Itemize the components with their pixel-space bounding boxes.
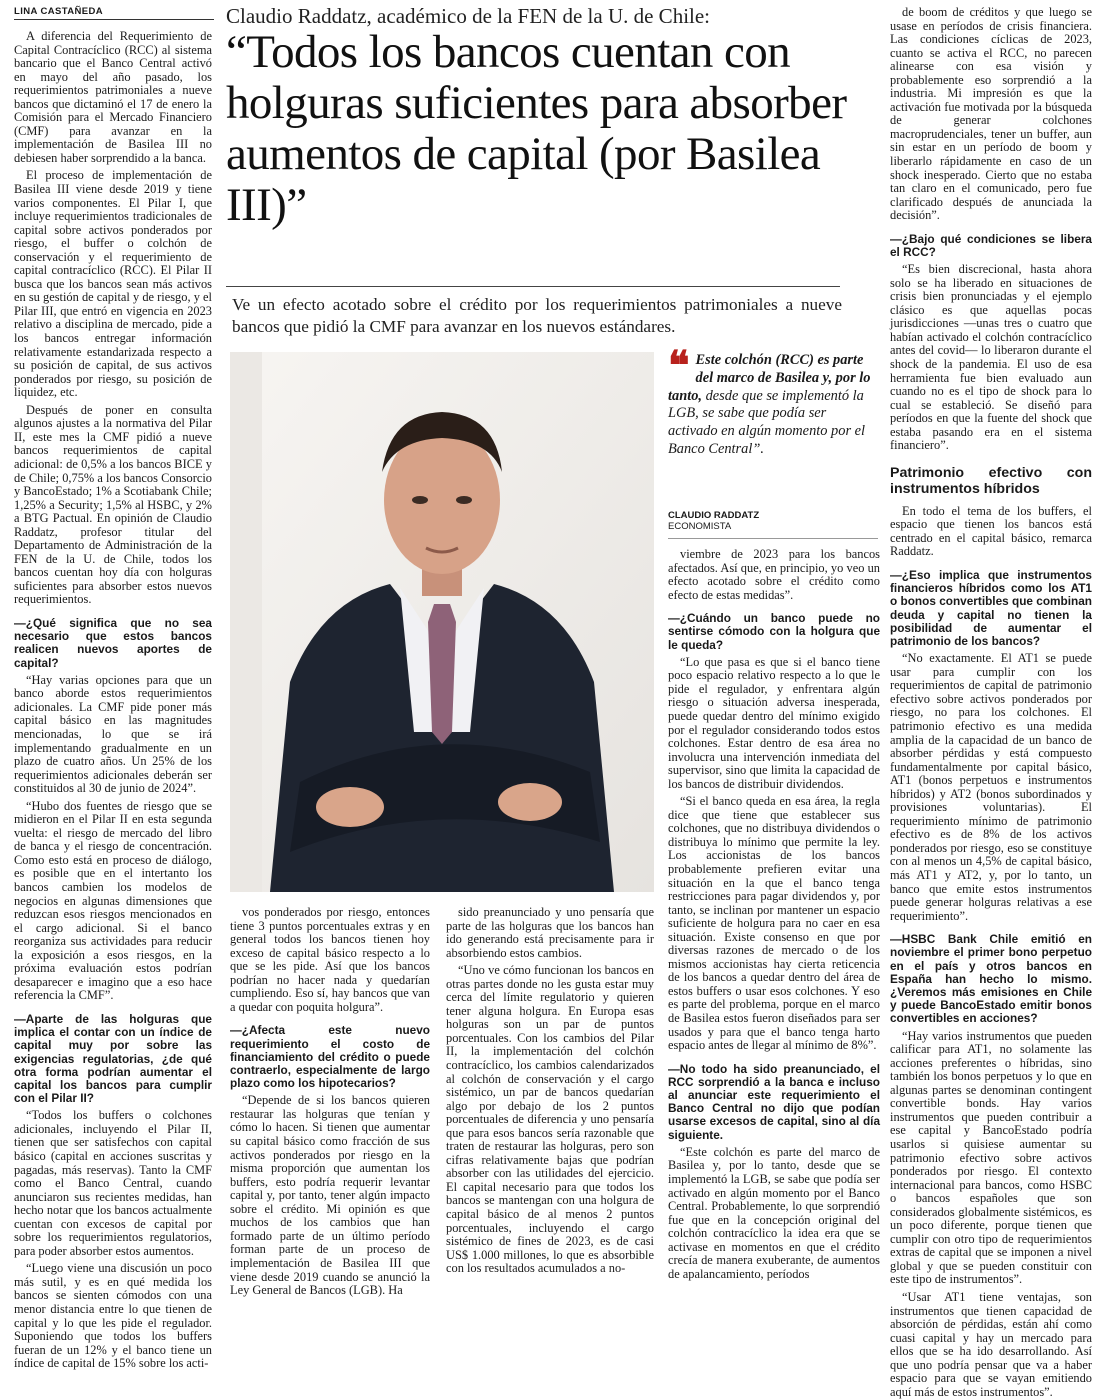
article-column-1 <box>14 29 212 1371</box>
interview-question: —¿Afecta este nuevo requerimiento el costo de financiamiento del crédito o puede contraerlo, especialmente de largo plazo como los hipotecarios? <box>230 1023 430 1091</box>
pull-quote-role: ECONOMISTA <box>668 521 732 532</box>
body-paragraph: “Uno ve cómo funcionan los bancos en otras partes donde no les gusta estar muy cerca del límite regulatorio y quieren tener alguna holgura. En Europa esas holguras son un par de puntos porcentuales. Con los cambios del Pilar II, la implementación del colchón contracíclico, los cambios calendarizados al colchón de conservación y el cargo sistémico, un par de bancos quedarían algo por debajo de los 2 puntos porcentuales de diferencia y uno pensaría que para esos bancos sería razonable que traten de restaurar las holguras, pero son cifras relativamente bajas que podrían absorber con las utilidades del ejercicio. El capital necesario para que todos los bancos se mantengan con una holgura de capital básico de al menos 2 puntos porcentuales, incluyendo el cargo sistémico de fines de 2023, es de casi US$ 1.000 millones, lo que es absorbible con los resultados acumulados a no- <box>446 963 654 1276</box>
pull-quote-text: desde que se implementó la LGB, se sabe que podía ser activado en algún momento por el Banco Central”. <box>668 387 866 457</box>
interview-question: —¿Cuándo un banco puede no sentirse cómodo con la holgura que le queda? <box>668 611 880 652</box>
subhead: Ve un efecto acotado sobre el crédito por los requerimientos patrimoniales a nueve bancos que pidió la CMF para avanzar en los nuevos estándares. <box>232 295 842 336</box>
body-paragraph: El proceso de implementación de Basilea III viene desde 2019 y tiene varios componentes. El Pilar I, que incluye requerimientos tradicionales de capital sobre activos ponderados por riesgo, el buffer o colchón de conservación y el requerimiento de capital contracíclico (RCC). El Pilar II busca que los bancos sean más activos en su gestión de capital y de riesgo, y el Pilar III, que entró en vigencia en 2023 relativo a disciplina de mercado, pide a los bancos entregar información relativamente estandarizada respecto a su posición de capital, de sus activos ponderados por riesgo, su posición de liquidez, etc. <box>14 168 212 400</box>
body-paragraph: “Hay varias opciones para que un banco aborde estos requerimientos adicionales. La CMF pide poner más capital básico en las magnitudes mencionadas, lo que se irá implementando gradualmente en un plazo de cuatro años. Un 25% de los requerimientos adicionales deberán ser constituidos al 30 de junio de 2024”. <box>14 672 212 796</box>
body-paragraph: “Hay varios instrumentos que pueden calificar para AT1, no solamente las acciones preferentes o híbridas, sino también los bonos perpetuos y lo que en algunas partes se denominan contingent convertible bonds. Hay varios instrumentos que pueden contribuir a ese capital y BancoEstado podría usarlos si quisiese aumentar su patrimonio efectivo sobre activos ponderados por riesgo. El contexto internacional para bancos, como HSBC o bancos españoles que son considerados globalmente sistémicos, es un poco diferente, porque tienen que cumplir con otro tipo de requerimientos extras de capital que se imponen a nivel global y que se pueden constituir con este tipo de instrumentos”. <box>890 1028 1092 1287</box>
body-paragraph: “Es bien discrecional, hasta ahora solo se ha liberado en situaciones de crisis bien pronunciadas y el ejemplo clásico es que aquellas pocas jurisdicciones —unas tres o cuatro que habían activado el colchón contracíclico antes del covid— lo liberaron durante el shock de la pandemia. El uso de esa herramienta fue bien evaluado aun cuando no es el tipo de shock para lo cual se estableció. Se diseñó para períodos en que la fuente del shock que estaba pasando era en el sistema financiero”. <box>890 262 1092 453</box>
body-paragraph: “Este colchón es parte del marco de Basilea y, por lo tanto, desde que se implementó la LGB, se sabe que podía ser activado en algún momento por el Banco Central. Probablemente, lo que sorprendió fue que en la concepción original del colchón contracíclico la idea era que se activase en momentos en que el crédito crecía de manera exuberante, de aumentos de apalancamiento, períodos <box>668 1144 880 1281</box>
kicker: Claudio Raddatz, académico de la FEN de la U. de Chile: <box>226 4 711 28</box>
body-paragraph: viembre de 2023 para los bancos afectados. Así que, en principio, yo veo un efecto acotado sobre el crédito como efecto de estas medidas”. <box>668 547 880 602</box>
article-column-5 <box>890 5 1092 1399</box>
body-paragraph: En todo el tema de los buffers, el espacio que tienen los bancos está centrado en el capital básico, remarca Raddatz. <box>890 503 1092 559</box>
interview-question: —No todo ha sido preanunciado, el RCC sorprendió a la banca e incluso al anunciar este requerimiento el Banco Central no dijo que podían usarse excesos de capital, sino al día siguiente. <box>668 1061 880 1142</box>
body-paragraph: A diferencia del Requerimiento de Capital Contracíclico (RCC) al sistema bancario que el Banco Central activó en mayo del año pasado, los requerimientos patrimoniales a nueve bancos que dictaminó el 17 de enero la Comisión para el Mercado Financiero (CMF) para avanzar en la implementación de Basilea III no debiesen haber sorprendido a la banca. <box>14 29 212 165</box>
body-paragraph: “No exactamente. El AT1 se puede usar para cumplir con los requerimientos de capital de patrimonio efectivo sobre activos ponderados por riesgo, no para los colchones. El patrimonio efectivo es una medida amplia de la capacidad de un banco de absorber pérdidas y está compuesto fundamentalmente por capital básico, AT1 (bonos perpetuos e instrumentos híbridos) y AT2 (bonos subordinados y provisiones voluntarias). El requerimiento mínimo de patrimonio efectivo es de 8% de los activos ponderados por riesgo, eso se constituye con al menos un 4,5% de capital básico, más AT1 y AT2, y, por lo tanto, un banco que emite estos instrumentos puede generar holguras relativas a ese requerimiento”. <box>890 651 1092 923</box>
interview-question: —¿Qué significa que no sea necesario que estos bancos realicen nuevos aportes de capital? <box>14 615 212 670</box>
body-paragraph: “Si el banco queda en esa área, la regla dice que tiene que establecer sus colchones, que no distribuya dividendos o distribuya lo mínimo que permite la ley. Los accionistas de los bancos probablemente prefieren evitar una situación en la que el banco tenga restricciones para pagar dividendos y, por tanto, se inclinan por mantener un espacio suficiente de holgura para no caer en esa situación. Existe consenso en que por diversas razones de mercado o de los mismos accionistas hay cierta reticencia de los bancos a quedar dentro del área de estos buffers o usar esos colchones. Y eso es parte del problema, porque en el marco de Basilea estos fueron diseñados para ser usados y para que el banco tenga harto espacio antes de llegar al mínimo de 8%”. <box>668 794 880 1053</box>
body-paragraph: “Todos los buffers o colchones adicionales, incluyendo el Pilar II, tienen que ser satisfechos con capital básico (capital en acciones suscritas y pagadas, más reservas). Tanto la CMF como el Banco Central, cuando anunciaron sus recientes medidas, han hecho notar que los bancos actualmente cuentan con excesos de capital por sobre los requerimientos regulatorios, para poder absorber estos aumentos. <box>14 1108 212 1258</box>
portrait-photo <box>230 352 654 892</box>
article-column-2 <box>230 905 430 1298</box>
pull-quote-rule <box>668 538 878 539</box>
pull-quote <box>668 342 878 459</box>
pull-quote-attribution <box>668 510 868 532</box>
article-column-3 <box>446 905 654 1276</box>
interview-question: —¿Eso implica que instrumentos financieros híbridos como los AT1 o bonos convertibles que combinan deuda y capital no tienen la posibilidad de aumentar el patrimonio de los bancos? <box>890 568 1092 649</box>
body-paragraph: “Usar AT1 tiene ventajas, son instrumentos que tienen capacidad de absorción de pérdidas, están ahí como cuasi capital y hay un mercado para ellos que se ha ido desarrollando. Así que uno podría pensar que va a haber espacio para que se vayan emitiendo aquí más de estos instrumentos”. <box>890 1289 1092 1399</box>
pull-quote-bold: Este colchón (RCC) es parte del marco de Basilea y, por lo tanto, <box>668 352 871 404</box>
headline-rule <box>226 286 840 287</box>
interview-question: —HSBC Bank Chile emitió en noviembre el primer bono perpetuo en el país y otros bancos en España han hecho lo mismo. ¿Veremos más emisiones en Chile y puede BancoEstado emitir bonos convertibles en acciones? <box>890 932 1092 1026</box>
article-column-4 <box>668 547 880 1281</box>
body-paragraph: “Depende de si los bancos quieren restaurar las holguras que tenían y cómo lo hacen. Si tienen que aumentar su capital básico como fracción de sus activos ponderados por riesgo en la misma proporción que aumentan los buffers, esto podría requerir levantar capital y, por tanto, tener algún impacto sobre el crédito. Mi opinión es que muchos de los cambios que han formado parte de un último período forman parte de un proceso de implementación de Basilea III que viene desde 2019 cuando se anunció la Ley General de Bancos (LGB). Ha <box>230 1093 430 1298</box>
portrait-illustration <box>230 352 654 892</box>
body-paragraph: “Lo que pasa es que si el banco tiene poco espacio relativo respecto a lo que le pide el regulador, y enfrentara algún riesgo o situación adversa inesperada, puede quedar dentro del mínimo exigido por el regulador considerando todos estos colchones. Estar dentro de esa área no involucra una intervención inmediata del supervisor, sino que limita la capacidad de los bancos de distribuir dividendos. <box>668 654 880 791</box>
interview-question: —Aparte de las holguras que implica el contar con un índice de capital muy por sobre las exigencias regulatorias, ¿de qué otra forma podrían aumentar el capital los bancos para cumplir con el Pilar II? <box>14 1011 212 1106</box>
interview-question: —¿Bajo qué condiciones se libera el RCC? <box>890 231 1092 259</box>
body-paragraph: vos ponderados por riesgo, entonces tiene 3 puntos porcentuales extras y en general todos los bancos tienen hoy exceso de capital básico respecto a lo que se les pide. Así que los bancos podrían no hacer nada y quedarían cumpliendo. Eso sí, hay bancos que van a quedar con poquita holgura”. <box>230 905 430 1014</box>
body-paragraph: “Hubo dos fuentes de riesgo que se midieron en el Pilar II en esta segunda vuelta: el riesgo de mercado del libro de banca y el riesgo de concentración. Como esto está en proceso de diálogo, es posible que en el intertanto los bancos cambien los modelos de negocios en algunas dimensiones que reduzcan esos riesgos mencionados en el cargo adicional. Si el banco reorganiza sus actividades para reducir la exposición a esos riesgos, en la próxima evaluación estos podrían desaparecer e imagino que a eso hace referencia la CMF”. <box>14 798 212 1003</box>
body-paragraph: sido preanunciado y uno pensaría que parte de las holguras que los bancos han ido generando está precisamente para ir absorbiendo estos cambios. <box>446 905 654 960</box>
quote-mark-icon: ❝ <box>668 342 690 389</box>
body-paragraph: de boom de créditos y que luego se usase en períodos de crisis financiera. Las condiciones cíclicas de 2023, cuanto se activa el RCC, no parecen alinearse con esa visión y probablemente eso sorprendió a la industria. Mi impresión es que la activación fue motivada por la búsqueda de generar colchones macroprudenciales, tener un buffer, aun sin estar en un período de boom y liberarlo rápidamente en caso de un shock inesperado. Cierto que no estaba tan claro en el comunicado, pero fue clarificado después de anunciada la decisión”. <box>890 5 1092 223</box>
pull-quote-name: CLAUDIO RADDATZ <box>668 510 760 521</box>
byline-author: LINA CASTAÑEDA <box>14 6 214 20</box>
body-paragraph: Después de poner en consulta algunos ajustes a la normativa del Pilar II, este mes la CMF pidió a nueve bancos requerimientos de capital adicional: de 0,5% a los bancos BICE y de Chile; 0,75% a los bancos Consorcio y BancoEstado; 1% a Scotiabank Chile; 1,25% a Security; 1,5% al HSBC, y 2% a BTG Pactual. En opinión de Claudio Raddatz, profesor titular del Departamento de Administración de la FEN de la U. de Chile, todos los bancos cuentan hoy día con holguras suficientes para absorber estos nuevos requerimientos. <box>14 402 212 607</box>
body-paragraph: “Luego viene una discusión un poco más sutil, y es en qué medida los bancos se sienten cómodos con una menor distancia entre lo que tienen de capital y lo que les pide el regulador. Suponiendo que todos los buffers fueran de un 12% y el banco tiene un índice de capital de 15% sobre los acti- <box>14 1261 212 1371</box>
section-heading: Patrimonio efectivo con instrumentos híbridos <box>890 464 1092 497</box>
headline: “Todos los bancos cuentan con holguras suficientes para absorber aumentos de capital (por Basilea III)” <box>226 26 847 231</box>
